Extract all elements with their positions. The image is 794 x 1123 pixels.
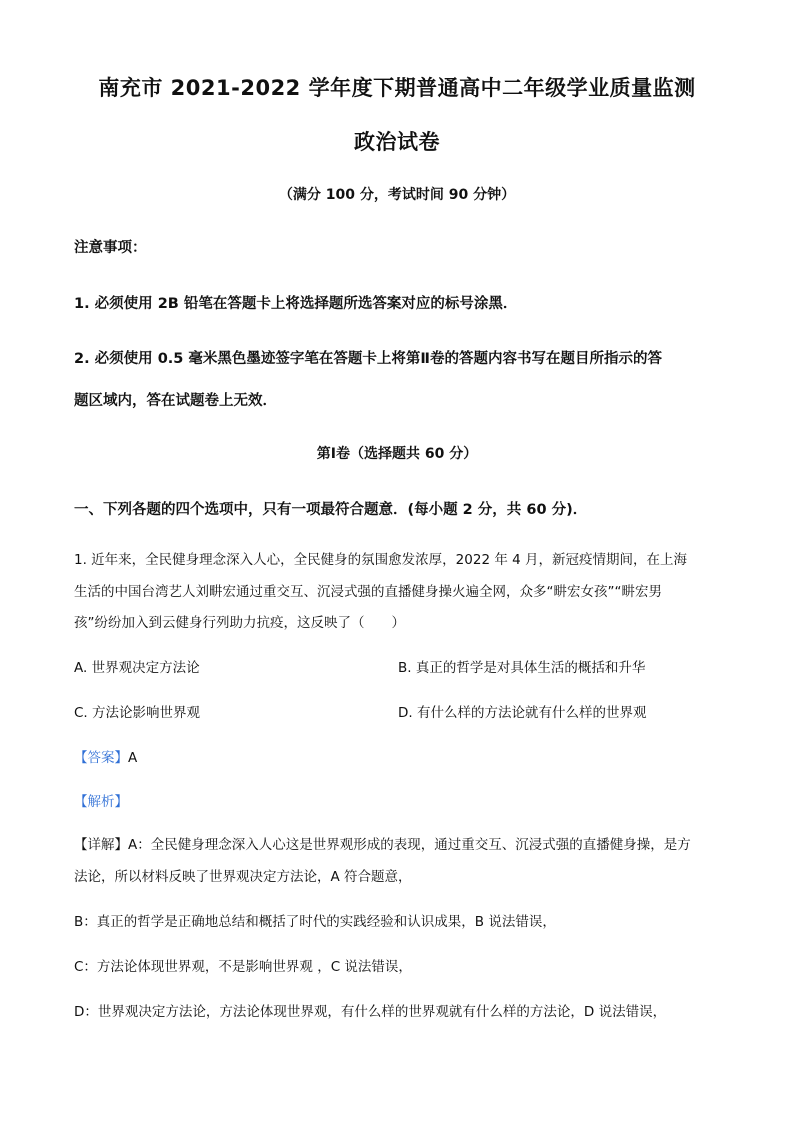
section-title: 第Ⅰ卷（选择题共 60 分） — [316, 446, 478, 462]
notice-heading: 注意事项： — [74, 240, 147, 256]
subject-title: 政治试卷 — [354, 130, 440, 154]
notice-item-2-line-2: 题区域内，答在试题卷上无效． — [74, 393, 277, 409]
option-b: B. 真正的哲学是对具体生活的概括和升华 — [398, 660, 646, 676]
answer-value: A — [128, 750, 138, 766]
detail-a-line-2: 法论，所以材料反映了世界观决定方法论，A 符合题意， — [74, 869, 412, 885]
detail-d: D：世界观决定方法论，方法论体现世界观，有什么样的世界观就有什么样的方法论，D 说法错误， — [74, 1004, 667, 1020]
detail-tag: 【详解】 — [74, 837, 128, 853]
notice-item-2-line-1: 2. 必须使用 0.5 毫米黑色墨迹签字笔在答题卡上将第Ⅱ卷的答题内容书写在题目所指示的答 — [74, 351, 662, 367]
option-c: C. 方法论影响世界观 — [74, 705, 201, 721]
detail-a-text: A：全民健身理念深入人心这是世界观形成的表现，通过重交互、沉浸式强的直播健身操，是方 — [128, 837, 691, 853]
detail-c: C：方法论体现世界观，不是影响世界观 ，C 说法错误， — [74, 959, 412, 975]
option-d: D. 有什么样的方法论就有什么样的世界观 — [398, 705, 647, 721]
detail-b: B：真正的哲学是正确地总结和概括了时代的实践经验和认识成果，B 说法错误， — [74, 914, 556, 930]
document-title: 南充市 2021-2022 学年度下期普通高中二年级学业质量监测 — [98, 76, 696, 100]
detail-a-line-1 — [74, 833, 691, 853]
notice-item-1: 1. 必须使用 2B 铅笔在答题卡上将选择题所选答案对应的标号涂黑． — [74, 296, 518, 312]
part-heading: 一、下列各题的四个选项中，只有一项最符合题意．(每小题 2 分，共 60 分)． — [74, 502, 588, 518]
answer-tag: 【答案】 — [74, 750, 128, 766]
answer-line — [74, 746, 137, 766]
analysis-tag: 【解析】 — [74, 794, 128, 810]
option-a: A. 世界观决定方法论 — [74, 660, 200, 676]
question-stem-line-3: 孩”纷纷加入到云健身行列助力抗疫，这反映了（ ） — [74, 615, 405, 631]
question-stem-line-1: 1. 近年来，全民健身理念深入人心，全民健身的氛围愈发浓厚，2022 年 4 月，新冠疫情期间，在上海 — [74, 552, 687, 568]
score-info: （满分 100 分，考试时间 90 分钟） — [278, 187, 516, 203]
question-stem-line-2: 生活的中国台湾艺人刘畊宏通过重交互、沉浸式强的直播健身操火遍全网，众多“畊宏女孩”“畊宏男 — [74, 584, 662, 600]
